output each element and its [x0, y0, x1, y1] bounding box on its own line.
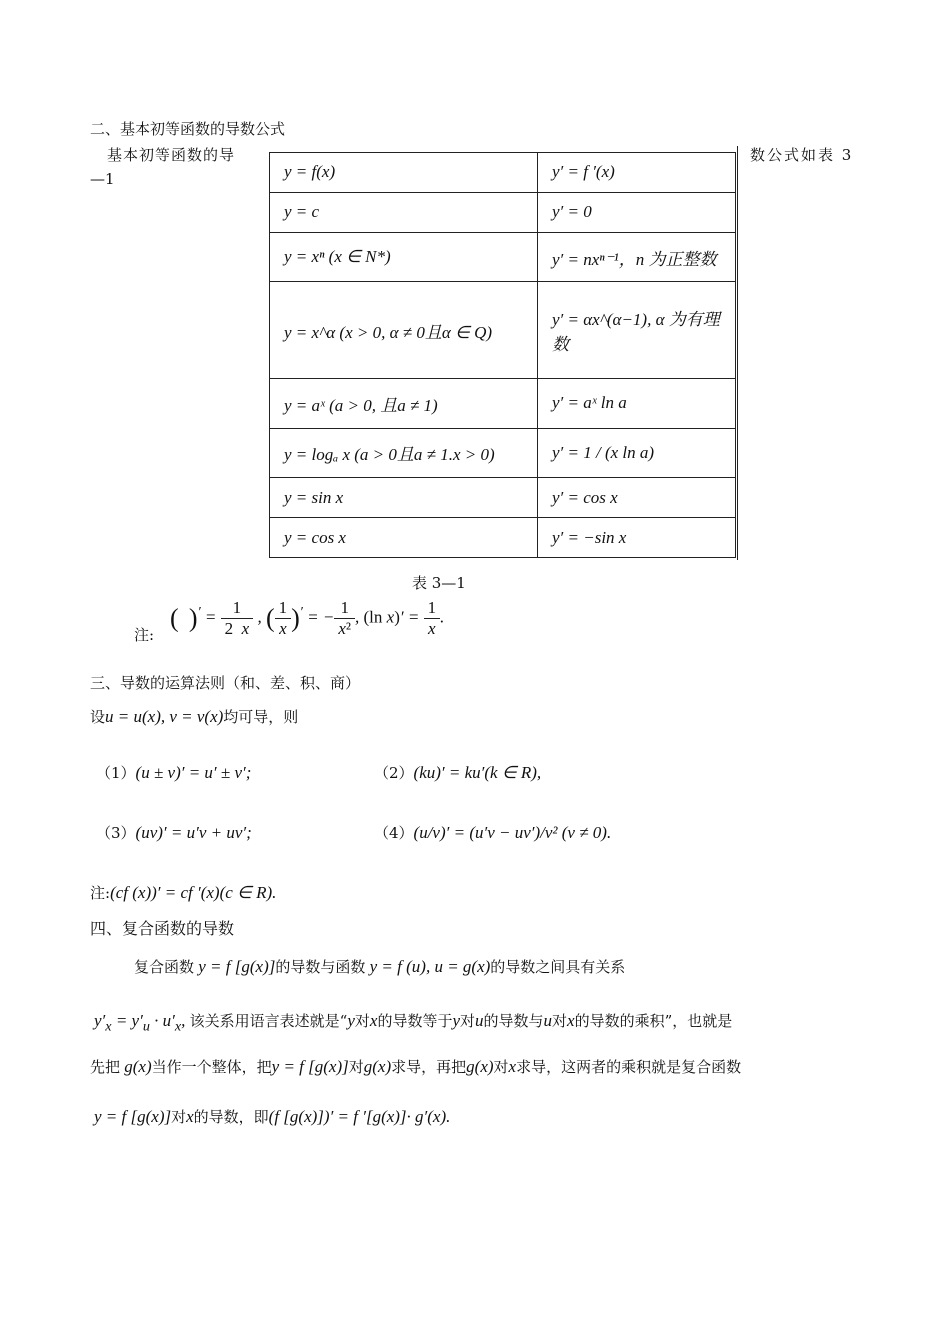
section4-heading: 四、复合函数的导数 — [90, 919, 235, 938]
derivative-formula-table — [269, 152, 736, 558]
table-row — [270, 232, 736, 281]
func-cell: y = c — [270, 192, 538, 232]
func-cell: y = f(x) — [270, 153, 538, 193]
table-row — [270, 192, 736, 232]
rule-1: （1）(u ± v)′ = u′ ± v′; — [96, 763, 252, 782]
section2-intro-right: 数公式如表 3 — [750, 146, 854, 164]
func-cell: y = aˣ (a > 0, 且a ≠ 1) — [270, 379, 538, 428]
deriv-cell: y′ = 1 / (x ln a) — [538, 428, 736, 477]
deriv-cell: y′ = aˣ ln a — [538, 379, 736, 428]
table-row — [270, 478, 736, 518]
section4-para3: 先把 g(x)当作一个整体，把y = f [g(x)]对g(x)求导，再把g(x)对x求导，这两者的乘积就是复合函数 — [90, 1057, 742, 1076]
func-cell: y = logₐ x (a > 0且a ≠ 1.x > 0) — [270, 428, 538, 477]
deriv-cell: y′ = 0 — [538, 192, 736, 232]
deriv-cell: y′ = αx^(α−1), α 为有理数 — [538, 282, 736, 379]
table-row — [270, 379, 736, 428]
rule-3: （3）(uv)′ = u′v + uv′; — [96, 823, 252, 842]
section2-heading: 二、基本初等函数的导数公式 — [90, 120, 286, 138]
rule-4: （4）(u/v)′ = (u′v − uv′)/v² (v ≠ 0). — [374, 823, 612, 842]
section4-para4: y = f [g(x)]对x的导数，即(f [g(x)])′ = f ′[g(x)]· g′(x). — [94, 1107, 451, 1126]
section4-para2: $y'_x = y'_u \cdot u'_x$, 该关系用语言表述就是“y对x的导数等于y对u的导数与u对x的导数的乘积”，也就是 — [94, 1011, 733, 1035]
deriv-cell: y′ = nxⁿ⁻¹，n 为正整数 — [538, 232, 736, 281]
func-cell: y = xⁿ (x ∈ N*) — [270, 232, 538, 281]
deriv-cell: y′ = f ′(x) — [538, 153, 736, 193]
section3-heading: 三、导数的运算法则（和、差、积、商） — [90, 674, 361, 692]
table-row — [270, 428, 736, 477]
deriv-cell: y′ = cos x — [538, 478, 736, 518]
section2-intro-left: 基本初等函数的导 — [107, 146, 236, 164]
func-cell: y = sin x — [270, 478, 538, 518]
table-row — [270, 518, 736, 558]
section3-premise: 设u = u(x), v = v(x)均可导，则 — [90, 707, 299, 726]
rule-2: （2）(ku)′ = ku′(k ∈ R), — [374, 763, 542, 782]
note2: 注:(cf (x))′ = cf ′(x)(c ∈ R). — [90, 883, 277, 902]
func-cell: y = x^α (x > 0, α ≠ 0且α ∈ Q) — [270, 282, 538, 379]
func-cell: y = cos x — [270, 518, 538, 558]
note1-label: 注: — [134, 626, 155, 644]
section2-intro-cont: —1 — [90, 170, 115, 188]
table-border-line — [737, 146, 738, 560]
section4-para1: 复合函数 y = f [g(x)]的导数与函数 y = f (u), u = g(x)的导数之间具有关系 — [134, 957, 626, 976]
table-caption: 表 3—1 — [412, 574, 466, 592]
deriv-cell: y′ = −sin x — [538, 518, 736, 558]
table-row — [270, 282, 736, 379]
table-row — [270, 153, 736, 193]
note1-formula: ( )′ = $\frac{1}{2 x}$ , ( $\frac{1}{x}$ )′ = − $\frac{1}{\text{x²}}$ , (ln x)′ = $\frac{1}{x}$ . — [170, 598, 445, 638]
